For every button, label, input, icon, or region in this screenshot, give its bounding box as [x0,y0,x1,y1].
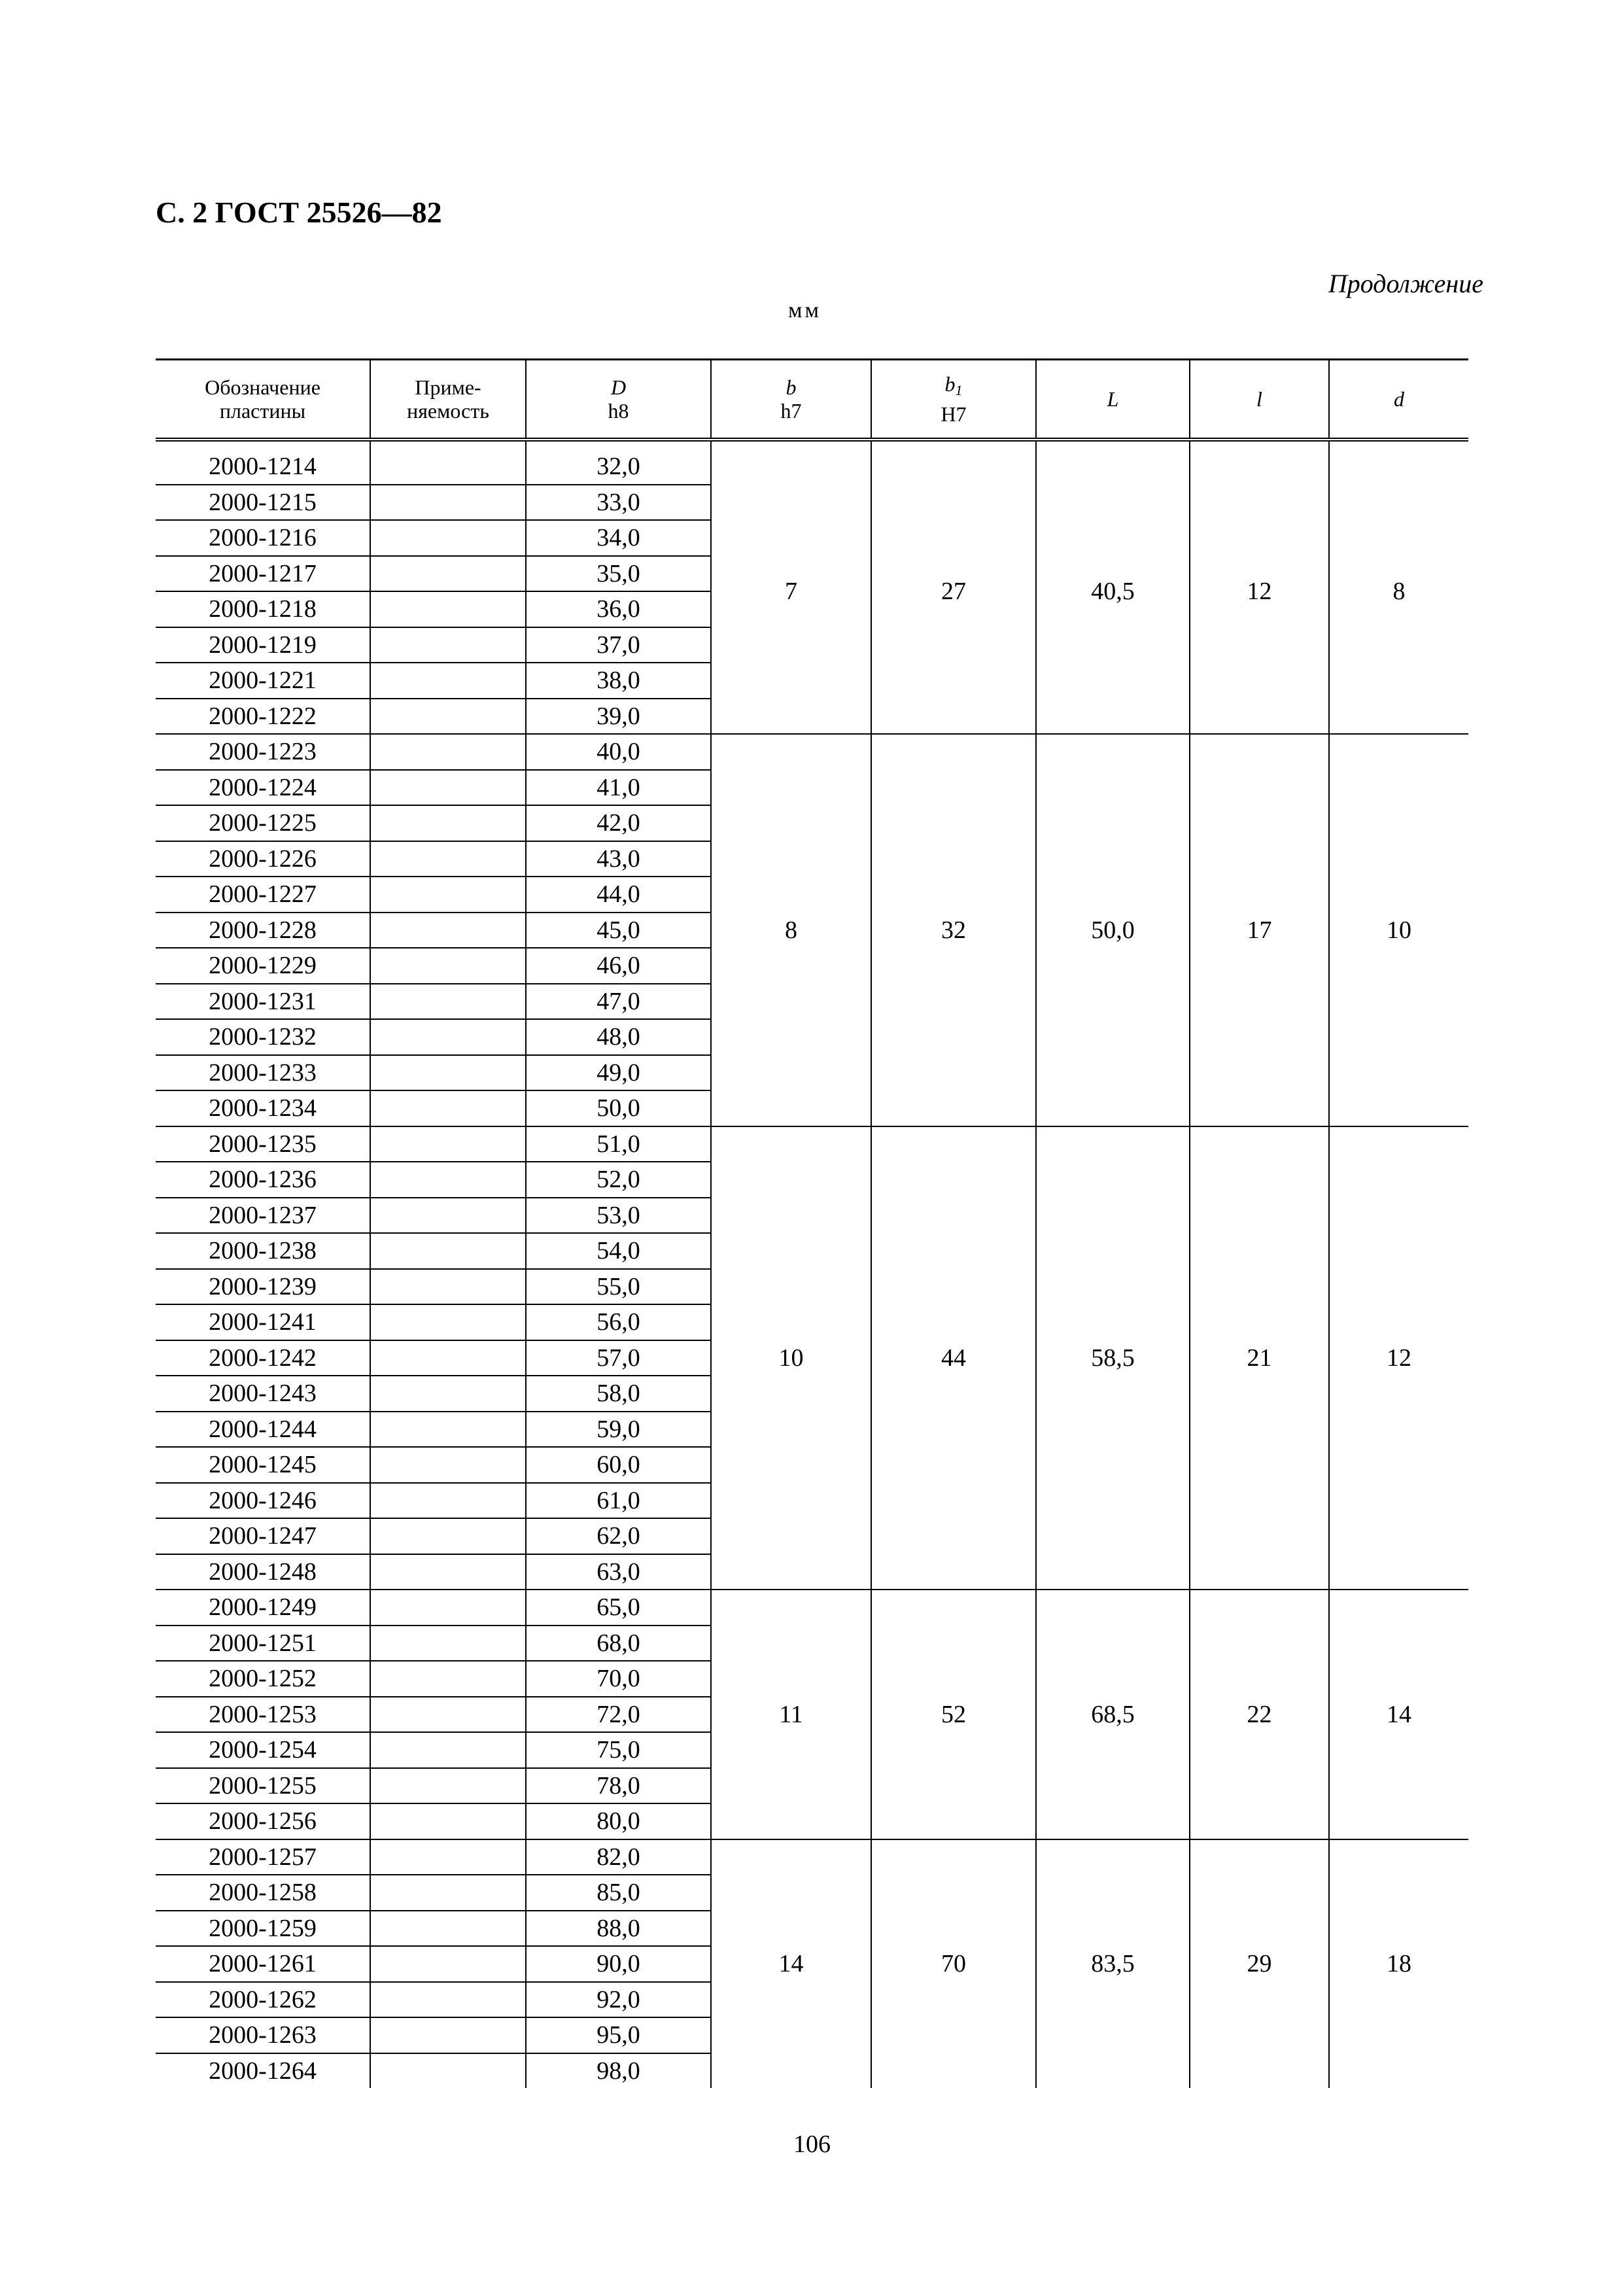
D-value-cell: 78,0 [526,1768,711,1804]
table-row [156,1126,1468,1162]
applicability-cell [370,627,526,663]
b-value-cell: 14 [711,1839,871,2089]
D-value-cell: 42,0 [526,805,711,841]
D-value-cell: 47,0 [526,984,711,1020]
D-value-cell: 53,0 [526,1198,711,1234]
D-value-cell: 95,0 [526,2017,711,2053]
plate-designation-cell: 2000-1263 [156,2017,370,2053]
applicability-cell [370,734,526,770]
D-value-cell: 52,0 [526,1162,711,1198]
table-spacer-row [156,440,1468,449]
dimensions-table [156,358,1468,2088]
D-value-cell: 35,0 [526,556,711,592]
D-value-cell: 82,0 [526,1839,711,1875]
b-value-cell: 11 [711,1590,871,1839]
plate-designation-cell: 2000-1257 [156,1839,370,1875]
b1-value-cell: 52 [871,1590,1036,1839]
l-value-cell: 17 [1190,734,1329,1126]
applicability-cell [370,485,526,521]
plate-designation-cell: 2000-1262 [156,1982,370,2018]
D-value-cell: 75,0 [526,1732,711,1768]
plate-designation-cell: 2000-1261 [156,1946,370,1982]
D-value-cell: 40,0 [526,734,711,770]
D-value-cell: 55,0 [526,1269,711,1305]
applicability-cell [370,913,526,948]
D-value-cell: 65,0 [526,1590,711,1626]
plate-designation-cell: 2000-1225 [156,805,370,841]
plate-designation-cell: 2000-1217 [156,556,370,592]
plate-designation-cell: 2000-1244 [156,1412,370,1448]
d-value-cell: 18 [1329,1839,1468,2089]
b-value-cell: 8 [711,734,871,1126]
header-L: L [1036,360,1190,440]
plate-designation-cell: 2000-1252 [156,1661,370,1697]
table-body [156,440,1468,2088]
D-value-cell: 68,0 [526,1626,711,1661]
b-value-cell: 7 [711,449,871,734]
header-applicability: Приме- няемость [370,360,526,440]
D-value-cell: 60,0 [526,1447,711,1483]
applicability-cell [370,984,526,1020]
D-value-cell: 59,0 [526,1412,711,1448]
plate-designation-cell: 2000-1235 [156,1126,370,1162]
plate-designation-cell: 2000-1241 [156,1304,370,1340]
d-value-cell: 12 [1329,1126,1468,1590]
D-value-cell: 61,0 [526,1483,711,1519]
l-value-cell: 29 [1190,1839,1329,2089]
applicability-cell [370,1661,526,1697]
D-value-cell: 90,0 [526,1946,711,1982]
header-l: l [1190,360,1329,440]
plate-designation-cell: 2000-1254 [156,1732,370,1768]
plate-designation-cell: 2000-1253 [156,1697,370,1733]
applicability-cell [370,699,526,735]
plate-designation-cell: 2000-1221 [156,663,370,699]
applicability-cell [370,1019,526,1055]
D-value-cell: 70,0 [526,1661,711,1697]
D-value-cell: 58,0 [526,1376,711,1412]
plate-designation-cell: 2000-1245 [156,1447,370,1483]
plate-designation-cell: 2000-1219 [156,627,370,663]
plate-designation-cell: 2000-1223 [156,734,370,770]
d-value-cell: 8 [1329,449,1468,734]
D-value-cell: 46,0 [526,948,711,984]
applicability-cell [370,841,526,877]
plate-designation-cell: 2000-1256 [156,1803,370,1839]
L-value-cell: 40,5 [1036,449,1190,734]
D-value-cell: 85,0 [526,1875,711,1911]
applicability-cell [370,591,526,627]
plate-designation-cell: 2000-1229 [156,948,370,984]
applicability-cell [370,1946,526,1982]
D-value-cell: 32,0 [526,449,711,485]
D-value-cell: 51,0 [526,1126,711,1162]
L-value-cell: 68,5 [1036,1590,1190,1839]
plate-designation-cell: 2000-1243 [156,1376,370,1412]
L-value-cell: 83,5 [1036,1839,1190,2089]
plate-designation-cell: 2000-1216 [156,520,370,556]
l-value-cell: 22 [1190,1590,1329,1839]
table-row [156,734,1468,770]
D-value-cell: 44,0 [526,877,711,913]
header-D: D h8 [526,360,711,440]
D-value-cell: 63,0 [526,1554,711,1590]
D-value-cell: 72,0 [526,1697,711,1733]
applicability-cell [370,556,526,592]
applicability-cell [370,663,526,699]
plate-designation-cell: 2000-1233 [156,1055,370,1091]
plate-designation-cell: 2000-1236 [156,1162,370,1198]
applicability-cell [370,1518,526,1554]
continuation-label: Продолжение [1328,269,1483,298]
D-value-cell: 39,0 [526,699,711,735]
plate-designation-cell: 2000-1247 [156,1518,370,1554]
D-value-cell: 56,0 [526,1304,711,1340]
D-value-cell: 50,0 [526,1090,711,1126]
D-value-cell: 54,0 [526,1233,711,1269]
applicability-cell [370,1304,526,1340]
plate-designation-cell: 2000-1239 [156,1269,370,1305]
page-title: С. 2 ГОСТ 25526—82 [156,196,442,229]
b1-value-cell: 44 [871,1126,1036,1590]
D-value-cell: 88,0 [526,1911,711,1947]
D-value-cell: 45,0 [526,913,711,948]
plate-designation-cell: 2000-1251 [156,1626,370,1661]
plate-designation-cell: 2000-1214 [156,449,370,485]
D-value-cell: 48,0 [526,1019,711,1055]
applicability-cell [370,1839,526,1875]
plate-designation-cell: 2000-1249 [156,1590,370,1626]
applicability-cell [370,1982,526,2018]
applicability-cell [370,1376,526,1412]
applicability-cell [370,1055,526,1091]
l-value-cell: 21 [1190,1126,1329,1590]
plate-designation-cell: 2000-1259 [156,1911,370,1947]
D-value-cell: 80,0 [526,1803,711,1839]
D-value-cell: 38,0 [526,663,711,699]
D-value-cell: 62,0 [526,1518,711,1554]
plate-designation-cell: 2000-1258 [156,1875,370,1911]
plate-designation-cell: 2000-1234 [156,1090,370,1126]
header-d: d [1329,360,1468,440]
D-value-cell: 36,0 [526,591,711,627]
plate-designation-cell: 2000-1215 [156,485,370,521]
plate-designation-cell: 2000-1227 [156,877,370,913]
plate-designation-cell: 2000-1226 [156,841,370,877]
L-value-cell: 58,5 [1036,1126,1190,1590]
applicability-cell [370,1483,526,1519]
D-value-cell: 37,0 [526,627,711,663]
applicability-cell [370,1697,526,1733]
applicability-cell [370,1911,526,1947]
applicability-cell [370,1626,526,1661]
D-value-cell: 98,0 [526,2053,711,2089]
D-value-cell: 57,0 [526,1340,711,1376]
table-row [156,1839,1468,1875]
table-header-row [156,360,1468,440]
header-b: b h7 [711,360,871,440]
applicability-cell [370,770,526,806]
header-designation: Обозначение пластины [156,360,370,440]
plate-designation-cell: 2000-1238 [156,1233,370,1269]
plate-designation-cell: 2000-1246 [156,1483,370,1519]
applicability-cell [370,1875,526,1911]
D-value-cell: 33,0 [526,485,711,521]
D-value-cell: 43,0 [526,841,711,877]
applicability-cell [370,948,526,984]
b-value-cell: 10 [711,1126,871,1590]
D-value-cell: 34,0 [526,520,711,556]
applicability-cell [370,520,526,556]
applicability-cell [370,449,526,485]
b1-value-cell: 27 [871,449,1036,734]
plate-designation-cell: 2000-1237 [156,1198,370,1234]
applicability-cell [370,1412,526,1448]
applicability-cell [370,1162,526,1198]
applicability-cell [370,1803,526,1839]
plate-designation-cell: 2000-1255 [156,1768,370,1804]
plate-designation-cell: 2000-1218 [156,591,370,627]
plate-designation-cell: 2000-1242 [156,1340,370,1376]
page-number: 106 [793,2131,831,2158]
table-row [156,449,1468,485]
applicability-cell [370,1269,526,1305]
b1-value-cell: 32 [871,734,1036,1126]
plate-designation-cell: 2000-1222 [156,699,370,735]
applicability-cell [370,2053,526,2089]
applicability-cell [370,2017,526,2053]
table-row [156,1590,1468,1626]
applicability-cell [370,1198,526,1234]
plate-designation-cell: 2000-1232 [156,1019,370,1055]
plate-designation-cell: 2000-1224 [156,770,370,806]
applicability-cell [370,1126,526,1162]
L-value-cell: 50,0 [1036,734,1190,1126]
D-value-cell: 92,0 [526,1982,711,2018]
plate-designation-cell: 2000-1248 [156,1554,370,1590]
units-label: мм [788,298,822,322]
header-b1: $b_1$ H7 [871,360,1036,440]
plate-designation-cell: 2000-1231 [156,984,370,1020]
l-value-cell: 12 [1190,449,1329,734]
b1-value-cell: 70 [871,1839,1036,2089]
applicability-cell [370,1340,526,1376]
d-value-cell: 14 [1329,1590,1468,1839]
applicability-cell [370,1554,526,1590]
applicability-cell [370,1768,526,1804]
applicability-cell [370,1233,526,1269]
D-value-cell: 49,0 [526,1055,711,1091]
D-value-cell: 41,0 [526,770,711,806]
plate-designation-cell: 2000-1264 [209,2057,317,2085]
applicability-cell [370,877,526,913]
applicability-cell [370,805,526,841]
applicability-cell [370,1732,526,1768]
plate-designation-cell: 2000-1228 [156,913,370,948]
applicability-cell [370,1447,526,1483]
applicability-cell [370,1590,526,1626]
d-value-cell: 10 [1329,734,1468,1126]
applicability-cell [370,1090,526,1126]
